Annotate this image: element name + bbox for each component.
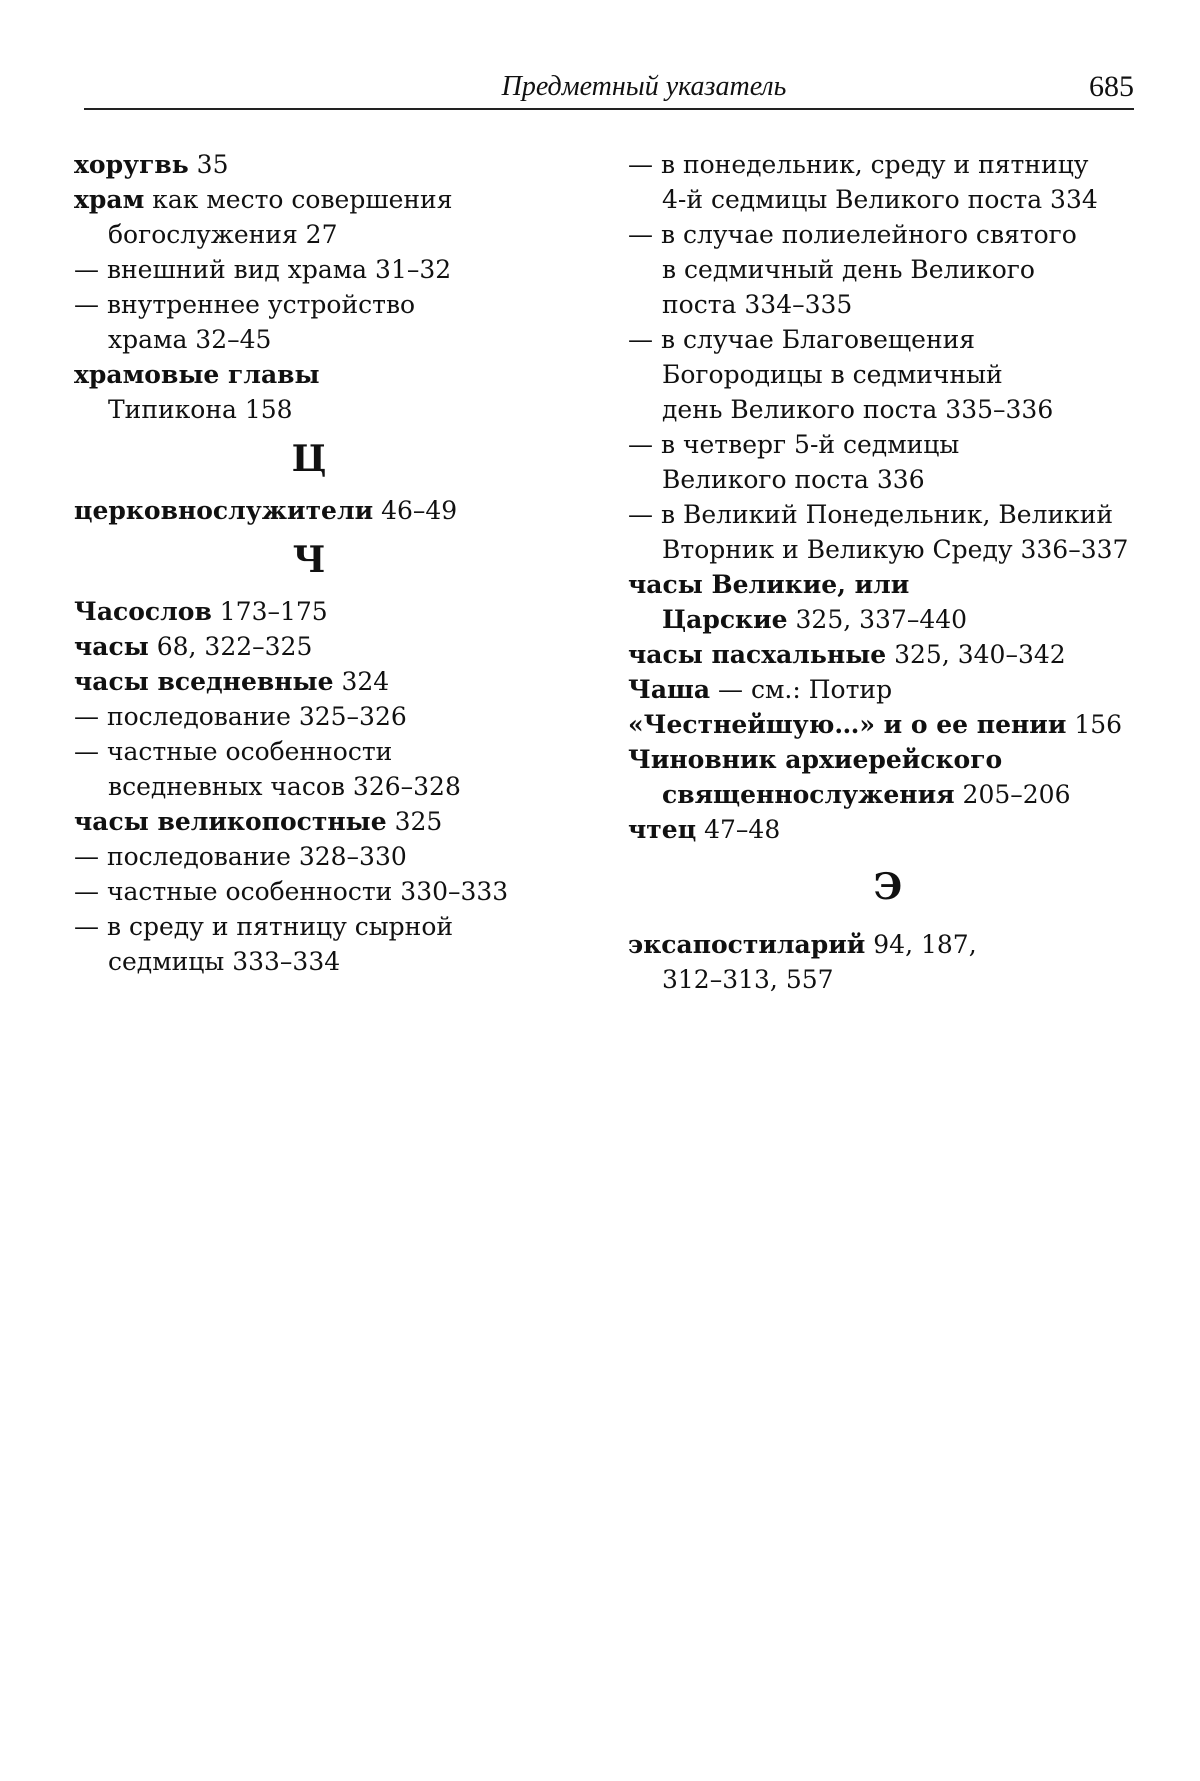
index-subentry	[74, 699, 594, 734]
index-term: «Честнейшую…» и о ее пении	[628, 710, 1067, 739]
index-text: 35	[188, 150, 229, 179]
index-term: Чаша	[628, 675, 711, 704]
index-entry	[74, 664, 594, 699]
index-text: 324	[333, 667, 390, 696]
index-text: 46–49	[373, 496, 458, 525]
index-text: — в случае Благовещения Богородицы в седмичный день Великого поста 335–336	[628, 325, 1054, 424]
index-text: 325, 340–342	[886, 640, 1066, 669]
index-entry	[628, 707, 1148, 742]
index-term: часы вседневные	[74, 667, 334, 696]
index-text: — в понедельник, среду и пятницу 4-й седмицы Великого поста 334	[628, 150, 1098, 214]
index-text: 94, 187, 312–313, 557	[662, 930, 977, 994]
index-text: — внутреннее устройство храма 32–45	[74, 290, 416, 354]
index-term: эксапостиларий	[628, 930, 866, 959]
index-subentry	[628, 147, 1148, 217]
index-term: Часослов	[74, 597, 212, 626]
index-subentry	[74, 252, 594, 287]
index-subentry	[74, 839, 594, 874]
index-entry	[74, 629, 594, 664]
index-entry	[628, 742, 1148, 812]
index-text: — частные особенности вседневных часов 326–328	[74, 737, 461, 801]
index-entry	[628, 637, 1148, 672]
index-text: — последование 328–330	[74, 842, 407, 871]
index-text: 325	[386, 807, 443, 836]
index-entry	[628, 672, 1148, 707]
index-term: часы великопостные	[74, 807, 387, 836]
page-number: 685	[1089, 70, 1134, 103]
index-text: — в случае полиелейного святого в седмичный день Великого поста 334–335	[628, 220, 1077, 319]
index-text: — см.: Потир	[710, 675, 893, 704]
index-column-right	[628, 147, 1148, 997]
index-subentry	[628, 322, 1148, 427]
index-text: как место совершения богослужения 27	[108, 185, 453, 249]
index-entry	[74, 357, 594, 427]
index-entry	[628, 812, 1148, 847]
index-text: — последование 325–326	[74, 702, 407, 731]
index-subentry	[74, 909, 594, 979]
index-subentry	[628, 497, 1148, 567]
section-letter-ch: Ч	[292, 539, 326, 581]
index-entry	[74, 182, 594, 252]
index-subentry	[74, 734, 594, 804]
index-term: чтец	[628, 815, 697, 844]
index-text: 156	[1066, 710, 1123, 739]
index-text: — частные особенности 330–333	[74, 877, 509, 906]
index-text: 47–48	[696, 815, 781, 844]
index-text: — в Великий Понедельник, Великий Вторник и Великую Среду 336–337	[628, 500, 1129, 564]
index-text: 173–175	[211, 597, 328, 626]
index-term: церковнослужители	[74, 496, 374, 525]
index-text: Типикона 158	[108, 395, 293, 424]
running-title: Предметный указатель	[501, 71, 787, 102]
header-rule	[84, 108, 1134, 110]
index-term: часы пасхальные	[628, 640, 887, 669]
index-text: — в среду и пятницу сырной седмицы 333–334	[74, 912, 454, 976]
index-entry	[74, 594, 594, 629]
index-entry	[628, 567, 1148, 637]
index-term: хоругвь	[74, 150, 189, 179]
index-subentry	[628, 427, 1148, 497]
index-text: 205–206	[954, 780, 1071, 809]
index-entry	[74, 804, 594, 839]
index-term: храмовые главы	[74, 360, 320, 389]
index-column-left	[74, 147, 594, 979]
index-entry	[628, 927, 1148, 997]
index-subentry	[74, 874, 594, 909]
index-text: — в четверг 5-й седмицы Великого поста 336	[628, 430, 960, 494]
section-letter-ts: Ц	[291, 438, 327, 480]
index-subentry	[74, 287, 594, 357]
index-entry	[74, 147, 594, 182]
index-term: часы Великие, или Царские	[628, 570, 910, 634]
index-text: — внешний вид храма 31–32	[74, 255, 452, 284]
index-text: 325, 337–440	[787, 605, 968, 634]
index-text: 68, 322–325	[148, 632, 313, 661]
index-term: Чиновник архиерейского священнослужения	[628, 745, 1003, 809]
index-subentry	[628, 217, 1148, 322]
page-header	[84, 68, 1134, 110]
section-letter-e: Э	[873, 866, 903, 908]
index-term: часы	[74, 632, 149, 661]
index-entry	[74, 493, 594, 528]
index-term: храм	[74, 185, 145, 214]
